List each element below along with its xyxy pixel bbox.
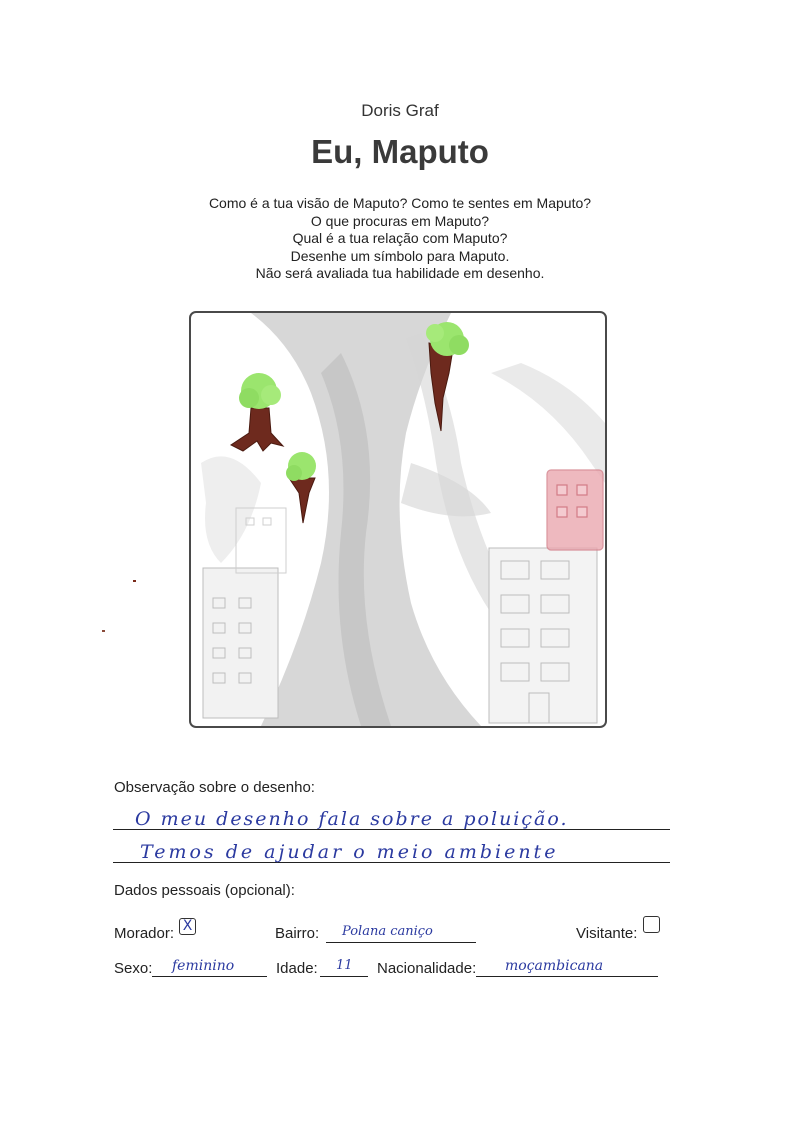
personal-data-label: Dados pessoais (opcional): bbox=[114, 882, 295, 899]
visitor-label: Visitante: bbox=[576, 925, 638, 942]
paper-speck bbox=[133, 580, 136, 582]
smoke-haze bbox=[201, 456, 261, 563]
pink-building bbox=[547, 470, 603, 550]
prompt-line: Desenhe um símbolo para Maputo. bbox=[290, 247, 510, 264]
tree-icon bbox=[231, 373, 283, 451]
right-building bbox=[489, 548, 597, 723]
neighborhood-value: Polana caniço bbox=[342, 924, 433, 939]
nationality-line bbox=[476, 976, 658, 977]
left-building bbox=[203, 568, 278, 718]
child-drawing bbox=[191, 313, 605, 726]
drawing-frame bbox=[189, 311, 607, 728]
sex-label: Sexo: bbox=[114, 960, 153, 977]
neighborhood-line bbox=[326, 942, 476, 943]
age-value: 11 bbox=[336, 958, 353, 973]
nationality-value: moçambicana bbox=[505, 958, 604, 974]
age-label: Idade: bbox=[276, 960, 318, 977]
observation-text: Temos de ajudar o meio ambiente bbox=[140, 841, 559, 863]
age-line bbox=[320, 976, 368, 977]
document-title: Eu, Maputo bbox=[311, 133, 489, 170]
resident-checkbox[interactable]: X bbox=[179, 918, 196, 935]
visitor-checkbox[interactable] bbox=[643, 916, 660, 933]
observation-text: O meu desenho fala sobre a poluição. bbox=[135, 808, 569, 830]
sex-value: feminino bbox=[172, 958, 235, 974]
paper-speck bbox=[102, 630, 105, 632]
prompt-line: Qual é a tua relação com Maputo? bbox=[292, 230, 508, 246]
prompt-line: O que procuras em Maputo? bbox=[310, 212, 490, 229]
tree-icon bbox=[286, 452, 316, 523]
resident-label: Morador: bbox=[114, 925, 175, 942]
nationality-label: Nacionalidade: bbox=[377, 960, 477, 977]
observation-label: Observação sobre o desenho: bbox=[114, 779, 315, 796]
prompt-line: Não será avaliada tua habilidade em desenho. bbox=[255, 265, 545, 281]
sex-line bbox=[152, 976, 267, 977]
neighborhood-label: Bairro: bbox=[275, 925, 320, 942]
prompt-questions bbox=[0, 195, 800, 283]
prompt-line: Como é a tua visão de Maputo? Como te sentes em Maputo? bbox=[208, 195, 592, 211]
smoke-haze bbox=[491, 363, 605, 483]
author-name: Doris Graf bbox=[361, 101, 439, 120]
